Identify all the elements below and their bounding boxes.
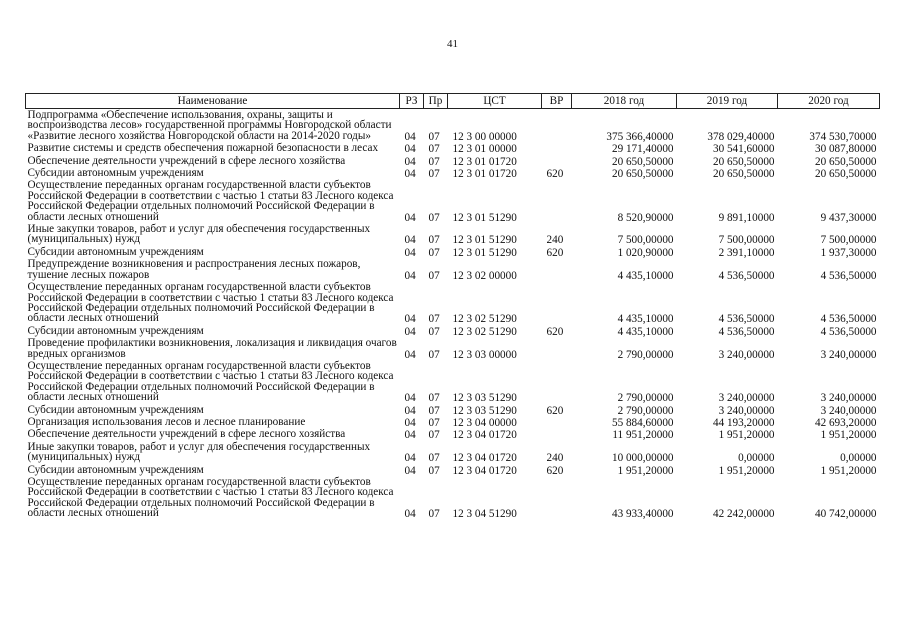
row-vr: 240 xyxy=(546,452,564,465)
table-row xyxy=(26,281,880,325)
row-name: Развитие системы и средств обеспечения пожарной безопасности в лесах xyxy=(27,142,379,155)
row-amount-2018: 7 500,00000 xyxy=(617,234,674,247)
row-vr xyxy=(542,155,572,167)
row-amount-2019: 4 536,50000 xyxy=(718,325,775,338)
row-rz: 04 xyxy=(404,211,416,224)
row-amount-2018: 2 790,00000 xyxy=(617,404,674,417)
row-name: Обеспечение деятельности учреждений в сфере лесного хозяйства xyxy=(27,428,346,441)
row-amount-2018: 2 790,00000 xyxy=(617,348,674,361)
table-row xyxy=(26,142,880,154)
row-pr: 07 xyxy=(428,143,440,156)
budget-table xyxy=(25,93,880,520)
row-rz: 04 xyxy=(404,416,416,429)
header-vr: ВР xyxy=(542,94,572,109)
row-amount-2020: 0,00000 xyxy=(840,452,877,465)
page-number: 41 xyxy=(447,38,458,50)
row-rz: 04 xyxy=(404,325,416,338)
table-row xyxy=(26,464,880,476)
row-amount-2018: 375 366,40000 xyxy=(606,130,674,143)
table-row xyxy=(26,109,880,143)
row-amount-2019: 20 650,50000 xyxy=(712,168,775,181)
row-cst: 12 3 01 01720 xyxy=(452,168,517,181)
row-amount-2019: 3 240,00000 xyxy=(718,404,775,417)
row-name: Организация использования лесов и лесное планирование xyxy=(27,415,306,428)
row-amount-2020: 374 530,70000 xyxy=(809,130,877,143)
row-cst: 12 3 00 00000 xyxy=(452,130,517,143)
row-name: Осуществление переданных органам государственной власти субъектов Российской Федерации в соответствии с частью 1 статьи 83 Лесного кодекса Российской Федерации отдельных полномочий Российской Федерации в области лесных отношений xyxy=(27,476,394,520)
row-vr: 620 xyxy=(546,404,564,417)
row-rz: 04 xyxy=(404,234,416,247)
row-vr: 620 xyxy=(546,246,564,259)
row-name: Субсидии автономным учреждениям xyxy=(27,167,204,180)
row-pr: 07 xyxy=(428,464,440,477)
row-name: Предупреждение возникновения и распространения лесных пожаров, тушение лесных пожаров xyxy=(27,258,361,281)
row-rz: 04 xyxy=(404,246,416,259)
row-amount-2020: 3 240,00000 xyxy=(820,348,877,361)
row-amount-2018: 55 884,60000 xyxy=(611,416,674,429)
row-amount-2020: 1 951,20000 xyxy=(820,464,877,477)
row-amount-2019: 9 891,10000 xyxy=(718,211,775,224)
row-amount-2019: 1 951,20000 xyxy=(718,464,775,477)
row-rz: 04 xyxy=(404,404,416,417)
row-vr: 620 xyxy=(546,325,564,338)
row-vr xyxy=(542,281,572,325)
row-amount-2018: 10 000,00000 xyxy=(611,452,674,465)
row-cst: 12 3 02 00000 xyxy=(452,269,517,282)
table-row xyxy=(26,360,880,404)
table-row xyxy=(26,155,880,167)
row-amount-2018: 2 790,00000 xyxy=(617,392,674,405)
row-amount-2020: 30 087,80000 xyxy=(814,143,877,156)
row-amount-2019: 7 500,00000 xyxy=(718,234,775,247)
row-cst: 12 3 03 51290 xyxy=(452,392,517,405)
row-rz: 04 xyxy=(404,168,416,181)
row-cst: 12 3 01 51290 xyxy=(452,246,517,259)
row-amount-2019: 44 193,20000 xyxy=(712,416,775,429)
row-rz: 04 xyxy=(404,155,416,168)
row-name: Осуществление переданных органам государственной власти субъектов Российской Федерации в соответствии с частью 1 статьи 83 Лесного кодекса Российской Федерации отдельных полномочий Российской Федерации в области лесных отношений xyxy=(27,179,394,223)
row-amount-2018: 29 171,40000 xyxy=(611,143,674,156)
row-pr: 07 xyxy=(428,416,440,429)
row-rz: 04 xyxy=(404,464,416,477)
row-name: Иные закупки товаров, работ и услуг для обеспечения государственных (муниципальных) нужд xyxy=(27,440,371,464)
row-cst: 12 3 01 51290 xyxy=(452,211,517,224)
row-rz: 04 xyxy=(404,269,416,282)
row-name: Субсидии автономным учреждениям xyxy=(27,324,204,337)
row-vr xyxy=(542,428,572,440)
row-cst: 12 3 02 51290 xyxy=(452,325,517,338)
row-rz: 04 xyxy=(404,429,416,442)
row-amount-2020: 4 536,50000 xyxy=(820,325,877,338)
row-pr: 07 xyxy=(428,325,440,338)
row-amount-2018: 4 435,10000 xyxy=(617,269,674,282)
row-amount-2020: 42 693,20000 xyxy=(814,416,877,429)
row-cst: 12 3 03 51290 xyxy=(452,404,517,417)
row-vr xyxy=(542,109,572,143)
row-name: Обеспечение деятельности учреждений в сфере лесного хозяйства xyxy=(27,154,346,167)
row-amount-2019: 3 240,00000 xyxy=(718,392,775,405)
table-row xyxy=(26,246,880,258)
table-row xyxy=(26,441,880,464)
row-vr: 620 xyxy=(546,168,564,181)
row-cst: 12 3 04 01720 xyxy=(452,429,517,442)
row-cst: 12 3 04 01720 xyxy=(452,464,517,477)
table-row xyxy=(26,416,880,428)
row-rz: 04 xyxy=(404,508,416,521)
row-vr xyxy=(542,337,572,360)
table-header-row xyxy=(26,94,880,109)
row-name: Субсидии автономным учреждениям xyxy=(27,463,204,476)
row-vr xyxy=(542,416,572,428)
row-cst: 12 3 04 00000 xyxy=(452,416,517,429)
row-cst: 12 3 01 01720 xyxy=(452,155,517,168)
row-name: Иные закупки товаров, работ и услуг для обеспечения государственных (муниципальных) нужд xyxy=(27,223,371,246)
row-amount-2018: 11 951,20000 xyxy=(612,429,674,442)
header-rz: РЗ xyxy=(400,94,424,109)
table-row xyxy=(26,337,880,360)
row-pr: 07 xyxy=(428,211,440,224)
table-row xyxy=(26,179,880,223)
header-2020: 2020 год xyxy=(778,94,880,109)
row-rz: 04 xyxy=(404,392,416,405)
table-row xyxy=(26,258,880,281)
row-pr: 07 xyxy=(428,404,440,417)
row-cst: 12 3 02 51290 xyxy=(452,313,517,326)
row-amount-2019: 2 391,10000 xyxy=(718,246,775,259)
row-amount-2020: 3 240,00000 xyxy=(820,404,877,417)
row-amount-2020: 1 951,20000 xyxy=(820,429,877,442)
header-name: Наименование xyxy=(26,94,400,109)
row-amount-2020: 20 650,50000 xyxy=(814,155,877,168)
row-amount-2018: 8 520,90000 xyxy=(617,211,674,224)
row-amount-2020: 4 536,50000 xyxy=(820,269,877,282)
row-amount-2018: 1 951,20000 xyxy=(617,464,674,477)
row-amount-2019: 3 240,00000 xyxy=(718,348,775,361)
row-pr: 07 xyxy=(428,155,440,168)
row-vr: 620 xyxy=(546,464,564,477)
row-amount-2019: 20 650,50000 xyxy=(712,155,775,168)
header-2018: 2018 год xyxy=(572,94,677,109)
row-pr: 07 xyxy=(428,246,440,259)
row-amount-2020: 4 536,50000 xyxy=(820,313,877,326)
row-rz: 04 xyxy=(404,143,416,156)
row-amount-2018: 4 435,10000 xyxy=(617,325,674,338)
row-cst: 12 3 04 01720 xyxy=(452,452,517,465)
row-vr xyxy=(542,360,572,404)
row-pr: 07 xyxy=(428,130,440,143)
row-amount-2018: 43 933,40000 xyxy=(611,508,674,521)
row-name: Осуществление переданных органам государственной власти субъектов Российской Федерации в соответствии с частью 1 статьи 83 Лесного кодекса Российской Федерации отдельных полномочий Российской Федерации в области лесных отношений xyxy=(27,281,394,325)
row-amount-2020: 20 650,50000 xyxy=(814,168,877,181)
row-amount-2018: 20 650,50000 xyxy=(611,168,674,181)
row-cst: 12 3 04 51290 xyxy=(452,508,517,521)
table-row xyxy=(26,223,880,246)
row-cst: 12 3 03 00000 xyxy=(452,348,517,361)
row-name: Проведение профилактики возникновения, локализация и ликвидация очагов вредных организмов xyxy=(27,337,397,360)
table-row xyxy=(26,428,880,440)
row-rz: 04 xyxy=(404,130,416,143)
row-pr: 07 xyxy=(428,313,440,326)
row-amount-2019: 4 536,50000 xyxy=(718,313,775,326)
row-vr xyxy=(542,476,572,520)
row-pr: 07 xyxy=(428,452,440,465)
table-body xyxy=(26,109,880,520)
row-pr: 07 xyxy=(428,348,440,361)
header-cst: ЦСТ xyxy=(448,94,542,109)
row-name: Субсидии автономным учреждениям xyxy=(27,403,204,416)
row-vr xyxy=(542,179,572,223)
row-amount-2019: 1 951,20000 xyxy=(718,429,775,442)
table-row xyxy=(26,404,880,416)
row-pr: 07 xyxy=(428,234,440,247)
row-vr xyxy=(542,258,572,281)
row-amount-2020: 1 937,30000 xyxy=(820,246,877,259)
row-amount-2019: 0,00000 xyxy=(738,452,775,465)
row-name: Субсидии автономным учреждениям xyxy=(27,245,204,258)
row-name: Осуществление переданных органам государственной власти субъектов Российской Федерации в соответствии с частью 1 статьи 83 Лесного кодекса Российской Федерации отдельных полномочий Российской Федерации в области лесных отношений xyxy=(27,359,394,404)
row-amount-2020: 40 742,00000 xyxy=(814,508,877,521)
row-pr: 07 xyxy=(428,508,440,521)
row-pr: 07 xyxy=(428,168,440,181)
row-pr: 07 xyxy=(428,392,440,405)
row-cst: 12 3 01 00000 xyxy=(452,143,517,156)
row-amount-2019: 4 536,50000 xyxy=(718,269,775,282)
table-row xyxy=(26,476,880,520)
row-amount-2018: 20 650,50000 xyxy=(611,155,674,168)
header-pr: Пр xyxy=(424,94,448,109)
row-amount-2019: 30 541,60000 xyxy=(712,143,775,156)
row-name: Подпрограмма «Обеспечение использования, охраны, защиты и воспроизводства лесов» государственной программы Новгородской области «Развитие лесного хозяйства Новгородской области на 2014-2020 годы» xyxy=(27,109,392,142)
row-rz: 04 xyxy=(404,313,416,326)
row-amount-2020: 9 437,30000 xyxy=(820,211,877,224)
row-amount-2018: 4 435,10000 xyxy=(617,313,674,326)
header-2019: 2019 год xyxy=(677,94,778,109)
row-amount-2019: 378 029,40000 xyxy=(707,130,775,143)
row-rz: 04 xyxy=(404,452,416,465)
row-vr: 240 xyxy=(546,234,564,247)
row-amount-2020: 7 500,00000 xyxy=(820,234,877,247)
table-row xyxy=(26,325,880,337)
table-row xyxy=(26,167,880,179)
row-pr: 07 xyxy=(428,269,440,282)
row-rz: 04 xyxy=(404,348,416,361)
row-vr xyxy=(542,142,572,154)
row-amount-2018: 1 020,90000 xyxy=(617,246,674,259)
row-amount-2020: 3 240,00000 xyxy=(820,392,877,405)
row-pr: 07 xyxy=(428,429,440,442)
row-amount-2019: 42 242,00000 xyxy=(712,508,775,521)
row-cst: 12 3 01 51290 xyxy=(452,234,517,247)
